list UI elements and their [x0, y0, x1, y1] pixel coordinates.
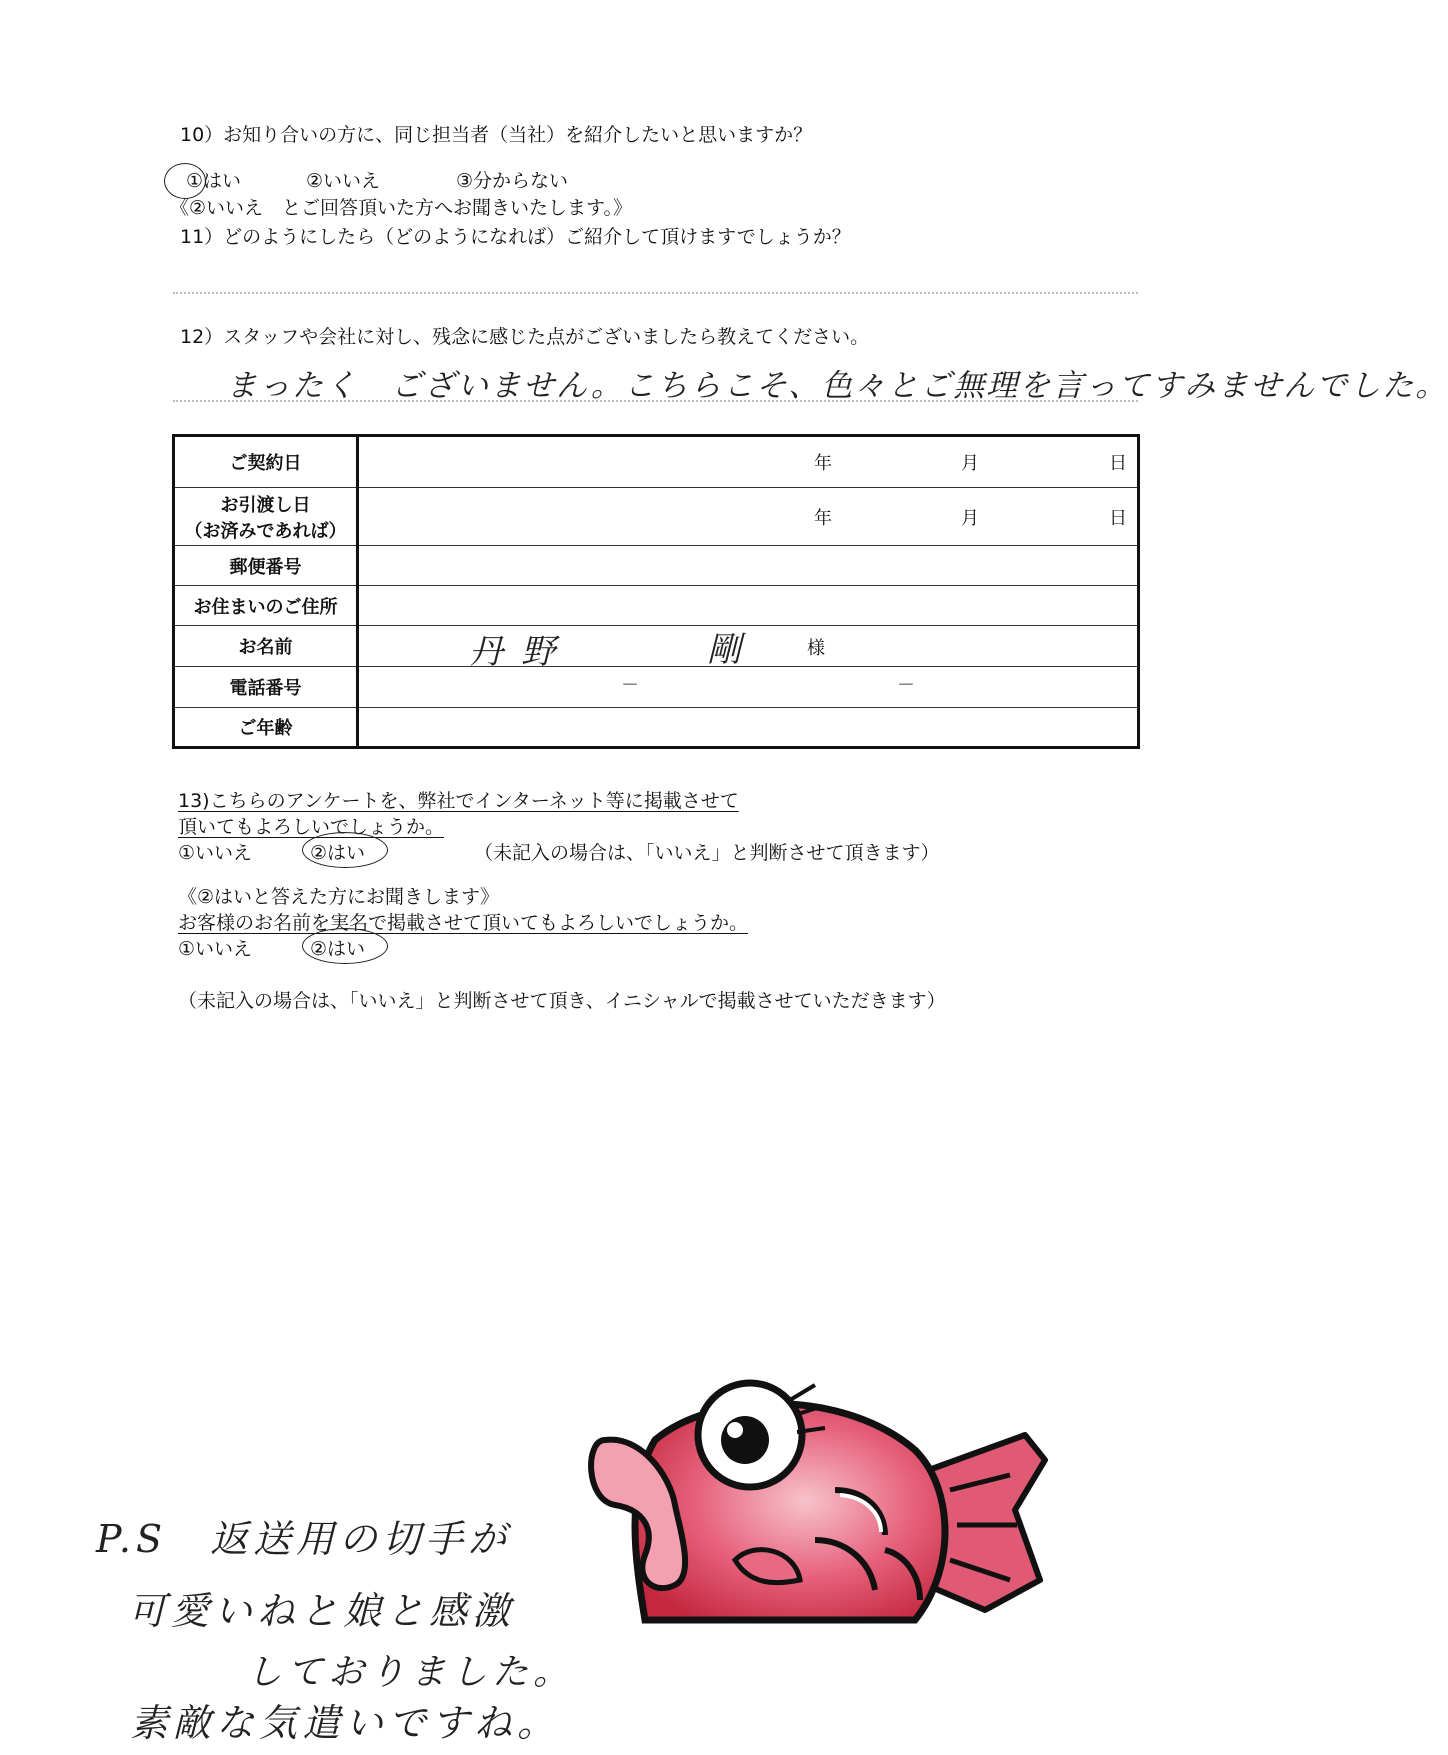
selection-circle-mark	[302, 832, 388, 868]
address-field[interactable]	[358, 586, 1139, 626]
q13-option-yes[interactable]: ②はい	[310, 842, 366, 864]
customer-info-table	[172, 434, 1140, 749]
name-label: お名前	[174, 626, 358, 667]
handwritten-surname: 丹野	[469, 632, 573, 672]
q10-option-no[interactable]: ②いいえ	[306, 170, 381, 192]
month-unit: 月	[961, 508, 979, 529]
postal-code-label: 郵便番号	[174, 546, 358, 586]
day-unit: 日	[1109, 508, 1127, 529]
contract-date-field[interactable]	[358, 436, 1139, 488]
q10-option-unsure[interactable]: ③分からない	[456, 170, 569, 192]
phone-label: 電話番号	[174, 667, 358, 708]
q12-handwritten-answer: まったく ございません。こちらこそ、色々とご無理を言ってすみませんでした。	[226, 368, 1448, 404]
month-unit: 月	[961, 453, 979, 474]
age-label: ご年齢	[174, 708, 358, 748]
q13-followup-question: お客様のお名前を実名で掲載させて頂いてもよろしいでしょうか。	[178, 912, 749, 934]
day-unit: 日	[1109, 453, 1127, 474]
year-unit: 年	[814, 508, 832, 529]
handover-date-label	[174, 488, 358, 546]
phone-separator: －	[621, 675, 639, 696]
q13-followup-note: （未記入の場合は、「いいえ」と判断させて頂き、イニシャルで掲載させていただきます）	[178, 990, 946, 1012]
q10-option-yes[interactable]: ①はい	[186, 170, 242, 192]
q12-answer-line	[173, 400, 1138, 402]
ps-note-line3: しておりました。	[246, 1652, 575, 1693]
phone-separator: －	[897, 675, 915, 696]
contract-date-label: ご契約日	[174, 436, 358, 488]
name-field[interactable]	[358, 626, 1139, 672]
q13-followup-option-yes[interactable]: ②はい	[310, 938, 366, 960]
q11-answer-line[interactable]	[173, 292, 1138, 294]
q13-question-line1: 13)こちらのアンケートを、弊社でインターネット等に掲載させて	[178, 790, 739, 812]
q11-question: 11）どのようにしたら（どのようになれば）ご紹介して頂けますでしょうか？	[180, 226, 851, 248]
postal-code-field[interactable]	[358, 546, 1139, 586]
ps-note-line4: 素敵な気遣いですね。	[130, 1701, 561, 1745]
age-field[interactable]	[358, 708, 1139, 748]
handwritten-given-name: 剛	[707, 630, 741, 670]
fish-mascot-icon	[585, 1380, 1055, 1620]
ps-note-line2: 可愛いねと娘と感激	[128, 1589, 516, 1633]
q10-question: 10）お知り合いの方に、同じ担当者（当社）を紹介したいと思いますか？	[180, 124, 813, 146]
handover-date-field[interactable]	[358, 488, 1139, 546]
ps-note-line1: P.S 返送用の切手が	[96, 1517, 511, 1561]
phone-field[interactable]	[358, 667, 1139, 708]
honorific: 様	[807, 638, 825, 659]
q10-followup-heading: 《②いいえ とご回答頂いた方へお聞きいたします。》	[170, 197, 633, 219]
q13-followup-option-no[interactable]: ①いいえ	[178, 938, 253, 960]
q13-note: （未記入の場合は、「いいえ」と判断させて頂きます）	[474, 842, 940, 864]
handover-date-label-line2: （お済みであれば）	[184, 520, 347, 542]
q12-question: 12）スタッフや会社に対し、残念に感じた点がございましたら教えてください。	[180, 326, 870, 348]
q13-question-line2: 頂いてもよろしいでしょうか。	[178, 816, 445, 838]
handover-date-label-line1: お引渡し日	[220, 494, 311, 516]
q13-followup-heading: 《②はいと答えた方にお聞きします》	[178, 886, 500, 908]
q13-option-no[interactable]: ①いいえ	[178, 842, 253, 864]
selection-circle-mark	[302, 928, 388, 964]
year-unit: 年	[814, 453, 832, 474]
address-label: お住まいのご住所	[174, 586, 358, 626]
